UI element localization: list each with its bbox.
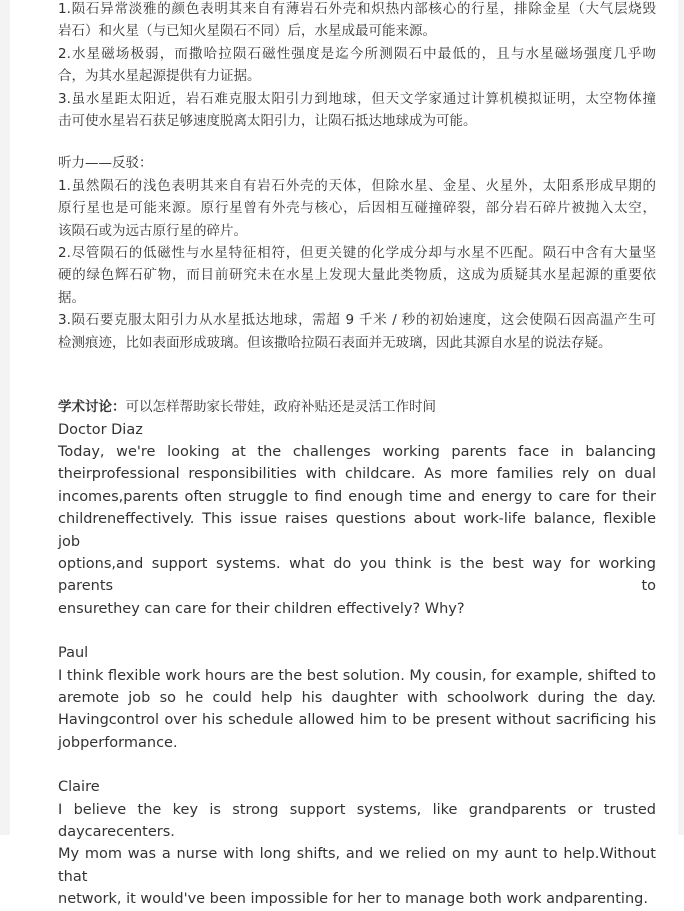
paragraph-line: 合，为其水星起源提供有力证据。 [58, 68, 261, 85]
paragraph-line: 岩石）和火星（与已知火星陨石不同）后，水星成最可能来源。 [58, 23, 436, 40]
support-point-2 [58, 43, 656, 88]
post-line: aremote job so he could help his daughter with schoolwork during the day. [58, 689, 656, 706]
discussion-label: 学术讨论： [58, 399, 126, 416]
paragraph-line: 3.陨石要克服太阳引力从水星抵达地球，需超 9 千米 / 秒的初始速度，这会使陨石因高温产生可 [58, 312, 656, 329]
support-point-3 [58, 88, 656, 133]
post-line: I think flexible work hours are the best solution. My cousin, for example, shifted to [58, 667, 656, 684]
post-author: Paul [58, 645, 89, 662]
rebuttal-3 [58, 309, 656, 354]
paragraph-line: 原行星也是可能来源。原行星曾有外壳与核心，后因相互碰撞碎裂，部分岩石碎片被抛入太空， [58, 200, 656, 217]
paragraph-line: 硬的绿色辉石矿物，而目前研究未在水星上发现大量此类物质，这成为质疑其水星起源的重要依 [58, 267, 656, 284]
post-author: Doctor Diaz [58, 421, 143, 438]
paragraph-line: 检测痕迹，比如表面形成玻璃。但该撒哈拉陨石表面并无玻璃，因此其源自水星的说法存疑。 [58, 334, 612, 351]
article-content [58, 0, 656, 911]
paragraph-line: 1.虽然陨石的浅色表明其来自有岩石外壳的天体，但除水星、金星、火星外，太阳系形成早期的 [58, 177, 656, 194]
post-author: Claire [58, 779, 100, 796]
post-claire [58, 776, 656, 910]
paragraph-line: 2.尽管陨石的低磁性与水星特征相符，但更关键的化学成分却与水星不匹配。陨石中含有大量坚 [58, 245, 656, 262]
post-line: Havingcontrol over his schedule allowed him to be present without sacrificing his [58, 712, 656, 729]
rebuttal-2 [58, 242, 656, 309]
post-line: incomes,parents often struggle to find enough time and energy to care for their [58, 488, 656, 505]
listening-heading: 听力——反驳： [58, 155, 153, 172]
post-line: My mom was a nurse with long shifts, and we relied on my aunt to help.Without that [58, 846, 656, 885]
post-doctor-diaz [58, 419, 656, 621]
post-line: jobperformance. [58, 734, 178, 751]
paragraph-line: 据。 [58, 289, 85, 306]
paragraph-line: 该陨石或为远古原行星的碎片。 [58, 222, 247, 239]
post-line: network, it would've been impossible for her to manage both work andparenting. [58, 891, 648, 908]
right-margin-shade [678, 0, 684, 835]
post-line: options,and support systems. what do you think is the best way for working parents to [58, 555, 656, 595]
discussion-topic: 可以怎样帮助家长带娃，政府补贴还是灵活工作时间 [125, 399, 436, 416]
support-point-1 [58, 0, 656, 43]
paragraph-line: 3.虽水星距太阳近，岩石难克服太阳引力到地球，但天文学家通过计算机模拟证明，太空物体撞 [58, 90, 656, 107]
post-line: ensurethey can care for their children effectively? Why? [58, 600, 465, 617]
post-line: childreneffectively. This issue raises questions about work-life balance, flexible job [58, 511, 656, 550]
rebuttal-1 [58, 175, 656, 242]
paragraph-line: 击可使水星岩石获足够速度脱离太阳引力，让陨石抵达地球成为可能。 [58, 113, 477, 130]
left-margin-shade [0, 0, 10, 835]
discussion-title [58, 396, 656, 418]
paragraph-line: 1.陨石异常淡雅的颜色表明其来自有薄岩石外壳和炽热内部核心的行星，排除金星（大气层烧毁 [58, 1, 656, 17]
post-line: theirprofessional responsibilities with childcare. As more families rely on dual [58, 466, 656, 483]
post-paul [58, 642, 656, 754]
post-line: Today, we're looking at the challenges working parents face in balancing [58, 443, 656, 460]
post-line: I believe the key is strong support systems, like grandparents or trusted daycarecenters. [58, 801, 656, 840]
paragraph-line: 2.水星磁场极弱，而撒哈拉陨石磁性强度是迄今所测陨石中最低的，且与水星磁场强度几乎吻 [58, 45, 656, 62]
